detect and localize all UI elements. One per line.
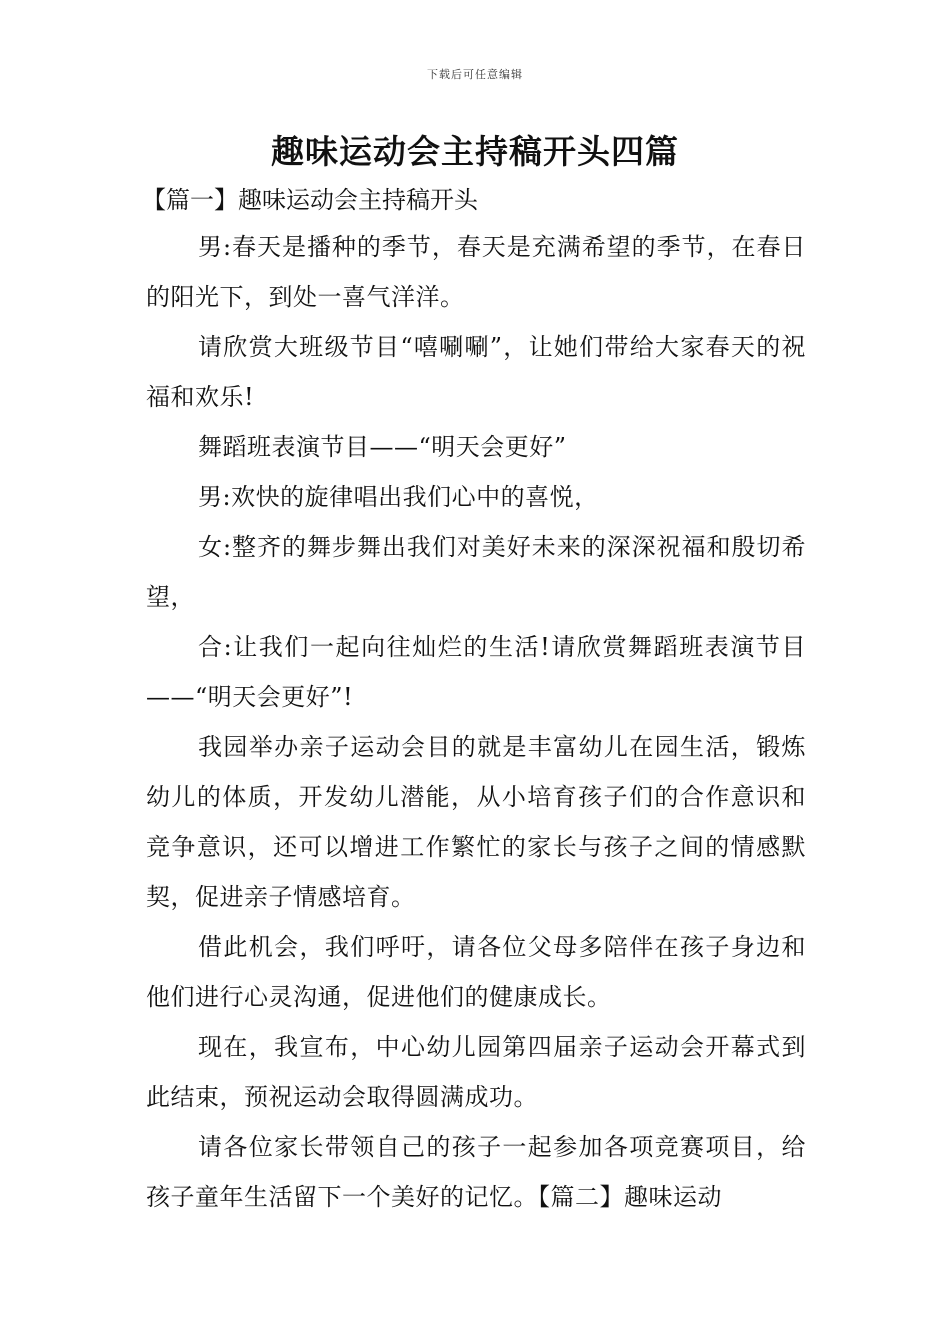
paragraph: 合:让我们一起向往灿烂的生活!请欣赏舞蹈班表演节目——“明天会更好”! — [146, 633, 806, 711]
paragraph: 女:整齐的舞步舞出我们对美好未来的深深祝福和殷切希望， — [146, 533, 806, 611]
paragraph: 请欣赏大班级节目“嘻唰唰”，让她们带给大家春天的祝福和欢乐! — [146, 333, 806, 411]
document-body — [142, 178, 806, 1222]
paragraph: 舞蹈班表演节目——“明天会更好” — [198, 433, 567, 461]
section-heading: 【篇一】趣味运动会主持稿开头 — [142, 186, 478, 214]
paragraph: 男:欢快的旋律唱出我们心中的喜悦， — [198, 483, 599, 511]
paragraph: 借此机会，我们呼吁，请各位父母多陪伴在孩子身边和他们进行心灵沟通，促进他们的健康成长。 — [146, 933, 806, 1011]
paragraph: 我园举办亲子运动会目的就是丰富幼儿在园生活，锻炼幼儿的体质，开发幼儿潜能，从小培育孩子们的合作意识和竞争意识，还可以增进工作繁忙的家长与孩子之间的情感默契，促进亲子情感培育。 — [146, 733, 806, 911]
header-note: 下载后可任意编辑 — [427, 68, 523, 81]
paragraph: 男:春天是播种的季节，春天是充满希望的季节，在春日的阳光下，到处一喜气洋洋。 — [146, 233, 806, 311]
paragraph: 请各位家长带领自己的孩子一起参加各项竞赛项目，给孩子童年生活留下一个美好的记忆。【篇二】趣味运动 — [146, 1133, 806, 1211]
paragraph: 现在，我宣布，中心幼儿园第四届亲子运动会开幕式到此结束，预祝运动会取得圆满成功。 — [146, 1033, 806, 1111]
document-title: 趣味运动会主持稿开头四篇 — [271, 132, 679, 171]
